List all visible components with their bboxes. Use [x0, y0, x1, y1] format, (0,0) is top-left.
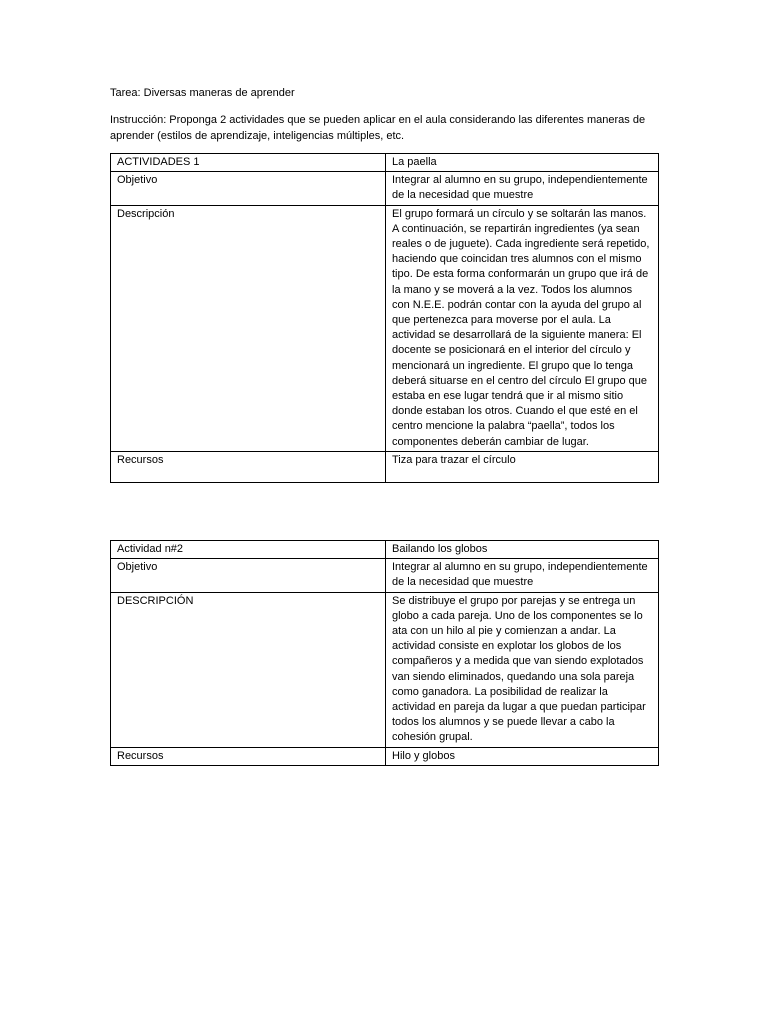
- table-row: [111, 451, 659, 482]
- activity-1-resources-label: Recursos: [111, 451, 386, 482]
- activity-2-description-value: Se distribuye el grupo por parejas y se entrega un globo a cada pareja. Uno de los componentes se lo ata con un hilo al pie y comienzan a andar. La actividad consiste en explotar los globos de los compañeros y a medida que van siendo explotados van siendo eliminados, quedando una sola pareja como ganadora. La posibilidad de realizar la actividad en pareja da lugar a que puedan participar todos los alumnos y se puede llevar a cabo la cohesión grupal.: [386, 592, 659, 747]
- table-row: [111, 747, 659, 765]
- activity-2-header-label: Actividad n#2: [111, 541, 386, 559]
- table-row: [111, 559, 659, 592]
- activity-1-header-value: La paella: [386, 154, 659, 172]
- activity-1-table: [110, 153, 659, 483]
- activity-2-resources-value: Hilo y globos: [386, 747, 659, 765]
- instruction-text: Instrucción: Proponga 2 actividades que se pueden aplicar en el aula considerando las diferentes maneras de aprender (estilos de aprendizaje, inteligencias múltiples, etc.: [110, 114, 646, 142]
- table-row: [111, 154, 659, 172]
- activity-2-header-value: Bailando los globos: [386, 541, 659, 559]
- activity-2-table: [110, 540, 659, 766]
- activity-2-resources-label: Recursos: [111, 747, 386, 765]
- activity-1-header-label: ACTIVIDADES 1: [111, 154, 386, 172]
- activity-2-description-label: DESCRIPCIÓN: [111, 592, 386, 747]
- table-row: [111, 172, 659, 205]
- activity-2-objective-value: Integrar al alumno en su grupo, independientemente de la necesidad que muestre: [386, 559, 659, 592]
- activity-1-resources-value: Tiza para trazar el círculo: [386, 451, 659, 482]
- table-row: [111, 205, 659, 451]
- activity-1-objective-value: Integrar al alumno en su grupo, independientemente de la necesidad que muestre: [386, 172, 659, 205]
- task-title: Tarea: Diversas maneras de aprender: [110, 87, 295, 99]
- activity-2-objective-label: Objetivo: [111, 559, 386, 592]
- table-row: [111, 592, 659, 747]
- table-row: [111, 541, 659, 559]
- activity-1-description-value: El grupo formará un círculo y se soltarán las manos. A continuación, se repartirán ingredientes (ya sean reales o de juguete). Cada ingrediente será repetido, haciendo que coincidan tres alumnos con el mismo tipo. De esta forma conformarán un grupo que irá de la mano y se moverá a la vez. Todos los alumnos con N.E.E. podrán contar con la ayuda del grupo al que pertenezca para moverse por el aula. La actividad se desarrollará de la siguiente manera: El docente se posicionará en el interior del círculo y mencionará un ingrediente. El grupo que lo tenga deberá situarse en el centro del círculo El grupo que estaba en ese lugar tendrá que ir al mismo sitio donde estaban los otros. Cuando el que esté en el centro mencione la palabra “paella”, todos los componentes deberán cambiar de lugar.: [386, 205, 659, 451]
- activity-1-description-label: Descripción: [111, 205, 386, 451]
- activity-1-objective-label: Objetivo: [111, 172, 386, 205]
